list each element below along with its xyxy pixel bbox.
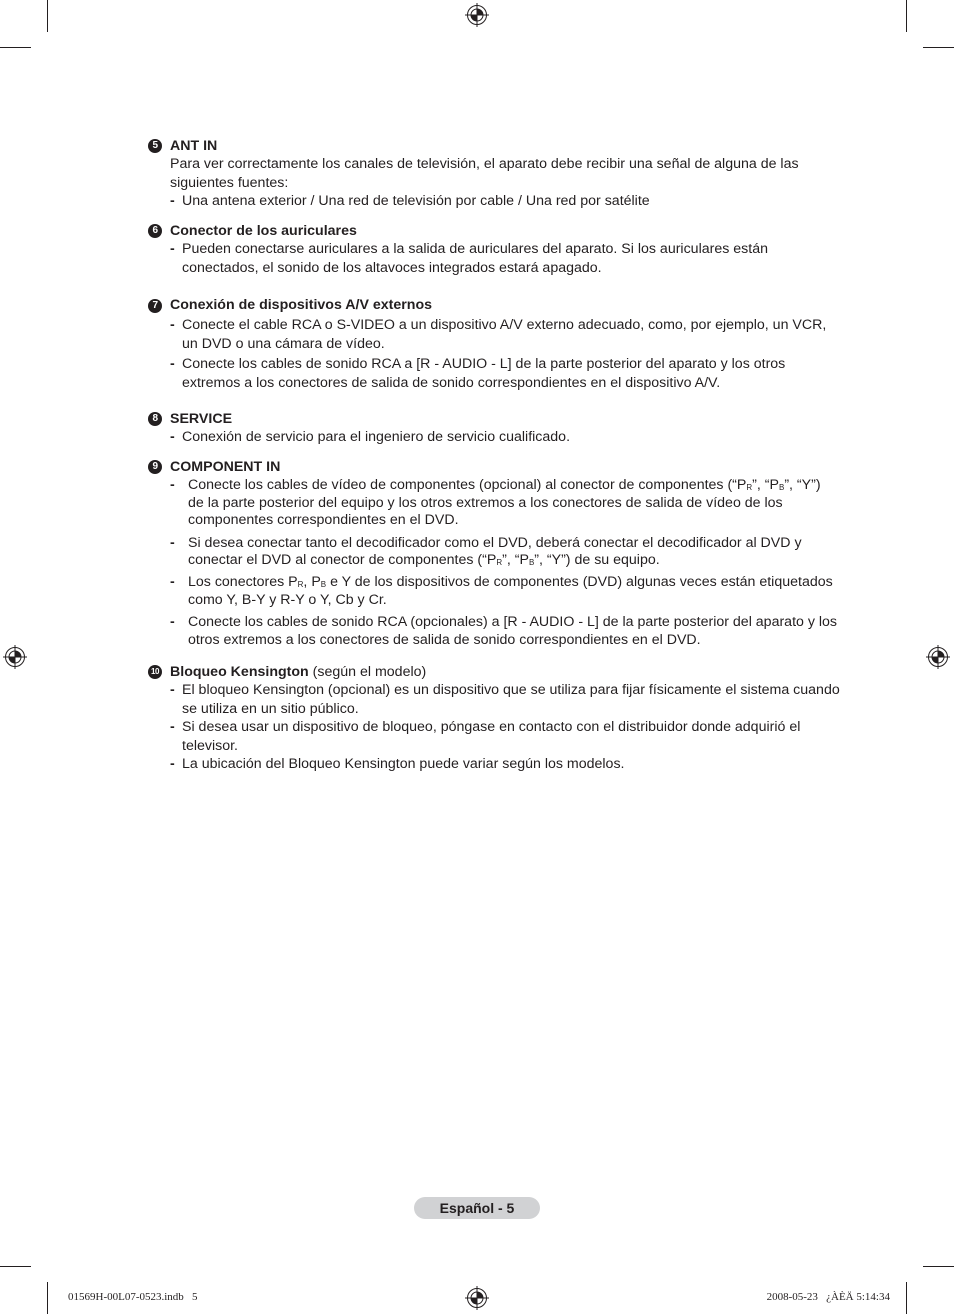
bullet-item: - Conecte los cables de sonido RCA (opcionales) a [R - AUDIO - L] de la parte posterior del aparato y los otros extremos a los conectores de salida de sonido correspondientes en el DVD.	[170, 614, 838, 648]
section-title: Conexión de dispositivos A/V externos	[170, 297, 432, 313]
crop-mark	[47, 0, 48, 32]
bullet-item: - El bloqueo Kensington (opcional) es un dispositivo que se utiliza para fijar físicamente el sistema cuando se utiliza en un sitio público.	[170, 682, 840, 717]
section-heading	[148, 458, 840, 476]
section-title: Bloqueo Kensington	[170, 664, 309, 680]
section-heading	[148, 663, 840, 681]
section-title: ANT IN	[170, 138, 218, 154]
print-slug-left: 01569H-00L07-0523.indb 5	[68, 1291, 198, 1303]
bullet-item: - Conecte los cables de vídeo de componentes (opcional) al conector de componentes (“$P_R$”, “$P_B$”, “Y”) de la parte posterior del equipo y los otros extremos a los conectores de salida de vídeo de los componentes correspondientes en el DVD.	[170, 477, 821, 529]
section-heading	[148, 222, 840, 240]
section-number-badge: 9	[148, 460, 162, 474]
section-title-suffix: (según el modelo)	[308, 664, 427, 680]
section-number-badge: 7	[148, 299, 162, 313]
bullet-item: - Los conectores $P_R$, $P_B$ e Y de los dispositivos de componentes (DVD) algunas veces están etiquetados como Y, B-Y y R-Y o Y, Cb y Cr.	[170, 574, 833, 608]
section-title: SERVICE	[170, 411, 233, 427]
crop-mark	[906, 1282, 907, 1314]
section-component-in	[148, 458, 840, 649]
section-heading	[148, 137, 840, 155]
registration-mark-icon	[465, 1286, 489, 1310]
bullet-item: - La ubicación del Bloqueo Kensington puede variar según los modelos.	[170, 756, 625, 773]
crop-mark	[923, 1266, 954, 1267]
bullet-item: - Conecte los cables de sonido RCA a [R - AUDIO - L] de la parte posterior del aparato y los otros extremos a los conectores de salida de sonido correspondientes en el dispositivo A/V.	[170, 355, 786, 391]
section-paragraph: Para ver correctamente los canales de televisión, el aparato debe recibir una señal de alguna de las siguientes fuentes:	[170, 156, 799, 191]
crop-mark	[0, 1266, 31, 1267]
section-headphones	[148, 222, 840, 277]
section-kensington-lock	[148, 663, 840, 773]
crop-mark	[906, 0, 907, 32]
section-ant-in	[148, 137, 840, 211]
bullet-item: - Conexión de servicio para el ingeniero de servicio cualificado.	[170, 429, 571, 446]
page-number-label: Español - 5	[414, 1197, 540, 1219]
section-number-badge: 10	[148, 665, 162, 679]
section-number-badge: 6	[148, 224, 162, 238]
registration-mark-icon	[3, 645, 27, 669]
section-title: Conector de los auriculares	[170, 223, 357, 239]
section-heading	[148, 410, 840, 428]
registration-mark-icon	[465, 3, 489, 27]
crop-mark	[0, 47, 31, 48]
section-heading	[148, 296, 840, 316]
bullet-item: - Pueden conectarse auriculares a la salida de auriculares del aparato. Si los auriculares están conectados, el sonido de los altavoces integrados estará apagado.	[170, 241, 768, 276]
registration-mark-icon	[926, 645, 950, 669]
bullet-item: - Si desea usar un dispositivo de bloqueo, póngase en contacto con el distribuidor donde adquirió el televisor.	[170, 719, 801, 754]
bullet-item: - Si desea conectar tanto el decodificador como el DVD, deberá conectar el decodificador al DVD y conectar el DVD al conector de componentes (“$P_R$”, “$P_B$”, “Y”) de su equipo.	[170, 534, 802, 569]
section-number-badge: 5	[148, 139, 162, 153]
print-slug-right: 2008-05-23 ¿ÀÈÄ 5:14:34	[766, 1291, 890, 1303]
crop-mark	[47, 1282, 48, 1314]
section-service	[148, 410, 840, 447]
section-title: COMPONENT IN	[170, 459, 281, 475]
section-external-av	[148, 296, 840, 394]
crop-mark	[923, 47, 954, 48]
bullet-item: - Una antena exterior / Una red de televisión por cable / Una red por satélite	[170, 193, 650, 210]
section-number-badge: 8	[148, 412, 162, 426]
bullet-item: - Conecte el cable RCA o S-VIDEO a un dispositivo A/V externo adecuado, como, por ejemplo, un VCR, un DVD o una cámara de vídeo.	[170, 316, 827, 352]
